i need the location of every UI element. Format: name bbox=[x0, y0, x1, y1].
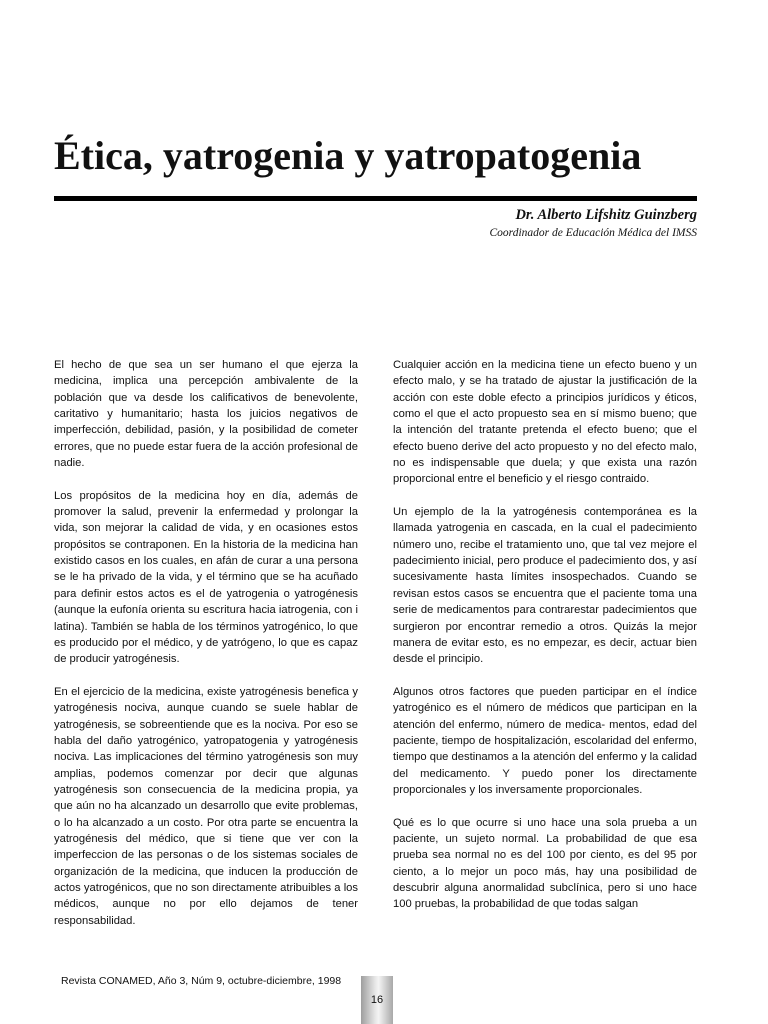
article-title: Ética, yatrogenia y yatropatogenia bbox=[54, 133, 642, 178]
byline bbox=[490, 205, 698, 241]
journal-citation: Revista CONAMED, Año 3, Núm 9, octubre-diciembre, 1998 bbox=[61, 975, 342, 987]
paragraph: Un ejemplo de la la yatrogénesis contemporánea es la llamada yatrogenia en cascada, en la cual el padecimiento número uno, recibe el tratamiento uno, que tal vez mejore el padecimiento inicial, pero produce el padecimiento dos, y así sucesivamente hasta límites insospechados. Cuando se revisan estos casos se encuentra que el paciente toma una serie de medicamentos para contrarestar padecimientos que surgieron por encontrar remedio a otros. Quizás la mejor manera de evitar esto, es no empezar, es decir, actuar bien desde el principio. bbox=[393, 506, 697, 666]
page-number-tab bbox=[361, 976, 393, 1024]
author-affiliation: Coordinador de Educación Médica del IMSS bbox=[489, 227, 697, 239]
paragraph: Cualquier acción en la medicina tiene un efecto bueno y un efecto malo, y se ha tratado de ajustar la justificación de la acción con este doble efecto a principios jurídicos y éticos, como el que el acto propuesto sea en sí mismo bueno; que la intención del tratante pretenda el efecto bueno; que el efecto bueno derive del acto propuesto y no del efecto malo, no es indispensable que duela; y que exista una razón proporcional entre el beneficio y el riesgo contraido. bbox=[393, 359, 697, 486]
page-number: 16 bbox=[370, 994, 384, 1006]
title-rule bbox=[54, 196, 697, 201]
paragraph: En el ejercicio de la medicina, existe yatrogénesis benefica y yatrogénesis nociva, aunque cuando se suele hablar de yatrogénesis, se sobreentiende que es la nociva. Por eso se habla del daño yatrogénico, yatropatogenia y yatrogénesis nociva. Las implicaciones del término yatrogénesis son muy amplias, podemos comenzar por decir que algunas yatrogénesis son consecuencia de la medicina propia, ya que aún no ha alcanzado un desarrollo que evite problemas, o lo ha alcanzado a un costo. Por otra parte se encuentra la yatrogénesis del médico, que si tiene que ver con la imperfeccion de las personas o de los sistemas sociales de organización de la medicina, que inducen la producción de actos yatrogénicos, que no son directamente atribuibles a los médicos, aunque no por ello dejamos de tener responsabilidad. bbox=[54, 685, 358, 927]
author-name: Dr. Alberto Lifshitz Guinzberg bbox=[515, 207, 697, 223]
right-column bbox=[393, 357, 697, 929]
left-column bbox=[54, 357, 358, 945]
paragraph: El hecho de que sea un ser humano el que ejerza la medicina, implica una percepción ambivalente de la población que va desde los calificativos de benevolente, caritativo y humanitario; hasta los juicios negativos de imperfección, debilidad, pasión, y la posibilidad de cometer errores, que no puede estar fuera de la acción profesional de nadie. bbox=[54, 359, 358, 470]
paragraph: Algunos otros factores que pueden participar en el índice yatrogénico es el número de médicos que participan en la atención del enfermo, número de medica- mentos, edad del paciente, tiempo de hospitalización, escolaridad del enfermo, tiempo que destinamos a la atención del enfermo y la calidad del medicamento. Y puedo poner los directamente proporcionales y los inversamente proporcionales. bbox=[393, 685, 697, 796]
paragraph: Los propósitos de la medicina hoy en día, además de promover la salud, prevenir la enfermedad y prolongar la vida, son mejorar la calidad de vida, y en ocasiones estos propósitos se contraponen. En la historia de la medicina han existido casos en los cuales, en afán de curar a una persona se le ha privado de la vida, y el término que se ha acuñado para definir estos actos es el de yatrogenia o yatrogénesis (aunque la eufonía orienta su escritura hacia iatrogenia, con i latina). También se habla de los términos yatrogénico, lo que es producido por el médico, y de yatrógeno, lo que es capaz de producir yatrogénesis. bbox=[54, 489, 358, 666]
paragraph: Qué es lo que ocurre si uno hace una sola prueba a un paciente, un sujeto normal. La probabilidad de que esa prueba sea normal no es del 100 por ciento, es del 95 por ciento, a lo mejor un poco más, hay una posibilidad de descubrir alguna anormalidad subclínica, pero si uno hace 100 pruebas, la probabilidad de que todas salgan bbox=[393, 816, 697, 911]
